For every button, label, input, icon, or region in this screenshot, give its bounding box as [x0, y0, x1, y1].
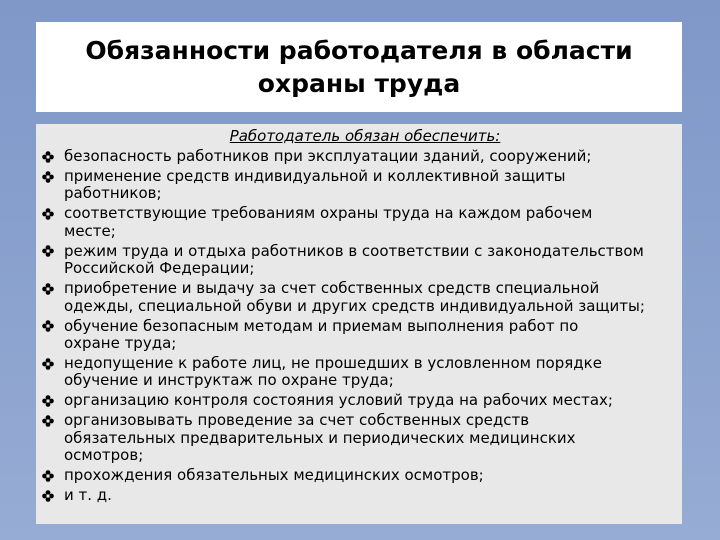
- list-item-text: прохождения обязательных медицинских осмотров;: [64, 466, 484, 485]
- list-item: [42, 318, 678, 353]
- list-item: [42, 168, 678, 203]
- diamond-bullet-icon: [42, 355, 64, 372]
- diamond-bullet-icon: [42, 318, 64, 335]
- list-item: [42, 487, 678, 504]
- list-item-text: применение средств индивидуальной и коллективной защиты работников;: [64, 167, 566, 203]
- list-item-text: соответствующие требованиям охраны труда на каждом рабочем месте;: [64, 204, 593, 240]
- list-item-text: обучение безопасным методам и приемам выполнения работ по охране труда;: [64, 316, 579, 353]
- diamond-bullet-icon: [42, 205, 64, 222]
- diamond-bullet-icon: [42, 243, 64, 260]
- slide-title-line-1: Обязанности работодателя в области: [85, 36, 633, 65]
- list-item: [42, 243, 678, 278]
- list-item: [42, 205, 678, 240]
- list-item: [42, 467, 678, 484]
- list-item-text: приобретение и выдачу за счет собственных средств специальной одежды, специальной обуви и других средств индивидуальной защиты;: [64, 279, 645, 315]
- list-item-text: организовывать проведение за счет собственных средств обязательных предварительных и периодических медицинских осмотров;: [64, 411, 576, 465]
- list-item: [42, 412, 678, 464]
- obligations-list: [42, 148, 678, 507]
- diamond-bullet-icon: [42, 487, 64, 504]
- diamond-bullet-icon: [42, 280, 64, 297]
- diamond-bullet-icon: [42, 168, 64, 185]
- list-item-text: организацию контроля состояния условий труда на рабочих местах;: [64, 391, 613, 410]
- list-item-text: безопасность работников при эксплуатации зданий, сооружений;: [64, 147, 592, 165]
- list-item: [42, 355, 678, 390]
- slide-title-line-2: охраны труда: [257, 69, 461, 98]
- list-item: [42, 392, 678, 409]
- title-box: [36, 22, 682, 112]
- content-box: [36, 124, 682, 524]
- list-item-text: режим труда и отдыха работников в соответствии с законодательством Российской Федерации;: [64, 241, 644, 278]
- diamond-bullet-icon: [42, 392, 64, 409]
- list-item: [42, 148, 678, 165]
- diamond-bullet-icon: [42, 148, 64, 165]
- diamond-bullet-icon: [42, 412, 64, 429]
- list-item-text: и т. д.: [64, 486, 112, 505]
- list-item: [42, 280, 678, 315]
- list-item-text: недопущение к работе лиц, не прошедших в условленном порядке обучение и инструктаж по охране труда;: [64, 354, 602, 390]
- content-subtitle: Работодатель обязан обеспечить:: [229, 127, 501, 145]
- diamond-bullet-icon: [42, 467, 64, 484]
